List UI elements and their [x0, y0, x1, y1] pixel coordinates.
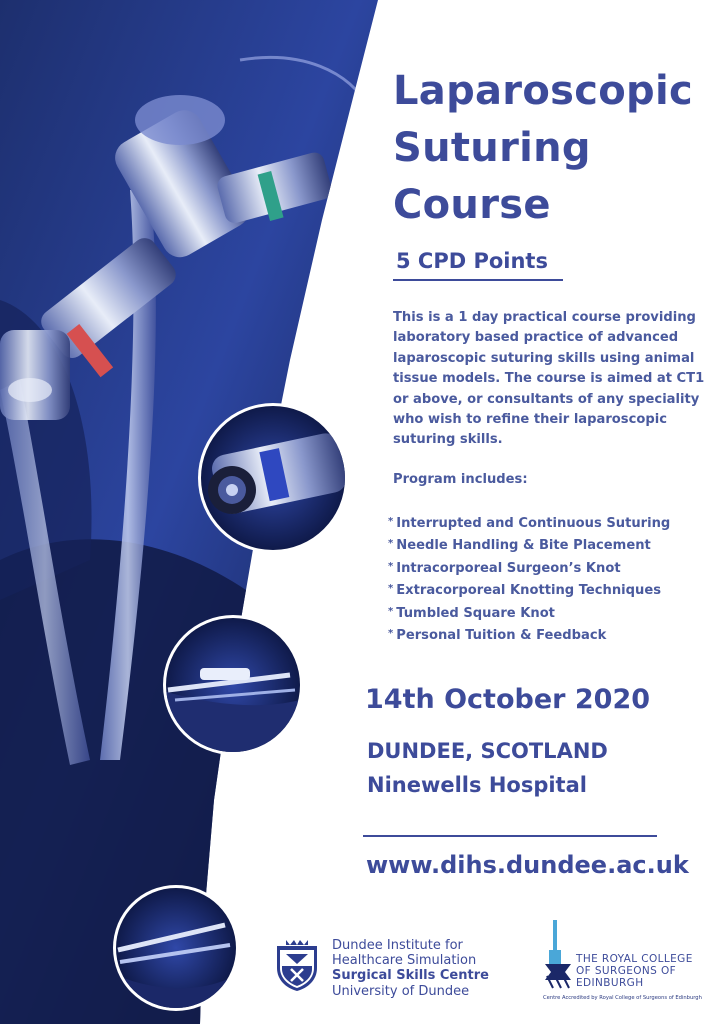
- program-list: [388, 512, 670, 646]
- bullet-icon: *: [388, 516, 394, 527]
- bullet-icon: *: [388, 605, 394, 617]
- dihs-crest-icon: [274, 938, 320, 992]
- program-item-label: Personal Tuition & Feedback: [396, 628, 607, 644]
- dihs-line: Surgical Skills Centre: [332, 968, 489, 984]
- program-item: [388, 624, 670, 646]
- bullet-icon: *: [388, 538, 394, 550]
- bullet-icon: *: [388, 560, 394, 572]
- course-location: [367, 734, 608, 802]
- website-link[interactable]: www.dihs.dundee.ac.uk: [366, 851, 689, 879]
- program-item: [388, 534, 670, 556]
- course-description: This is a 1 day practical course providing laboratory based practice of advanced laparoscopic suturing skills using animal tissue models. The course is aimed at CT1 or above, or consultants of any speciality who wish to refine their laparoscopic suturing skills.: [393, 310, 705, 448]
- rcs-line: EDINBURGH: [576, 977, 644, 989]
- program-item: [388, 579, 670, 601]
- title-line: Laparoscopic: [393, 67, 693, 114]
- program-item: [388, 602, 670, 624]
- rcs-edinburgh-logo-icon: [543, 920, 573, 990]
- rcs-accreditation-note: Centre Accredited by Royal College of Surgeons of Edinburgh: [543, 995, 702, 1001]
- dihs-line: University of Dundee: [332, 983, 470, 999]
- program-item-label: Tumbled Square Knot: [396, 605, 555, 621]
- title-line: Course: [393, 181, 551, 228]
- program-item-label: Interrupted and Continuous Suturing: [396, 516, 671, 531]
- cpd-points: 5 CPD Points: [396, 249, 548, 273]
- url-divider: [363, 835, 657, 837]
- bullet-icon: *: [388, 583, 394, 595]
- location-city: DUNDEE, SCOTLAND: [367, 739, 608, 763]
- program-item-label: Needle Handling & Bite Placement: [396, 538, 651, 554]
- program-item-label: Intracorporeal Surgeon’s Knot: [396, 560, 621, 576]
- rcs-line: OF SURGEONS OF: [576, 965, 677, 977]
- dihs-name: [332, 938, 532, 999]
- rcs-name: [576, 953, 716, 989]
- program-item-label: Extracorporeal Knotting Techniques: [396, 583, 662, 599]
- dihs-line: Dundee Institute for: [332, 938, 463, 953]
- course-title: [393, 63, 713, 234]
- program-heading: Program includes:: [393, 472, 528, 487]
- title-line: Suturing: [393, 124, 591, 171]
- rcs-line: THE ROYAL COLLEGE: [576, 953, 693, 965]
- dihs-line: Healthcare Simulation: [332, 953, 477, 969]
- program-item: [388, 557, 670, 579]
- cpd-underline: [393, 279, 563, 281]
- location-venue: Ninewells Hospital: [367, 773, 587, 797]
- course-date: 14th October 2020: [365, 684, 651, 715]
- bullet-icon: *: [388, 628, 394, 640]
- program-item: [388, 512, 670, 534]
